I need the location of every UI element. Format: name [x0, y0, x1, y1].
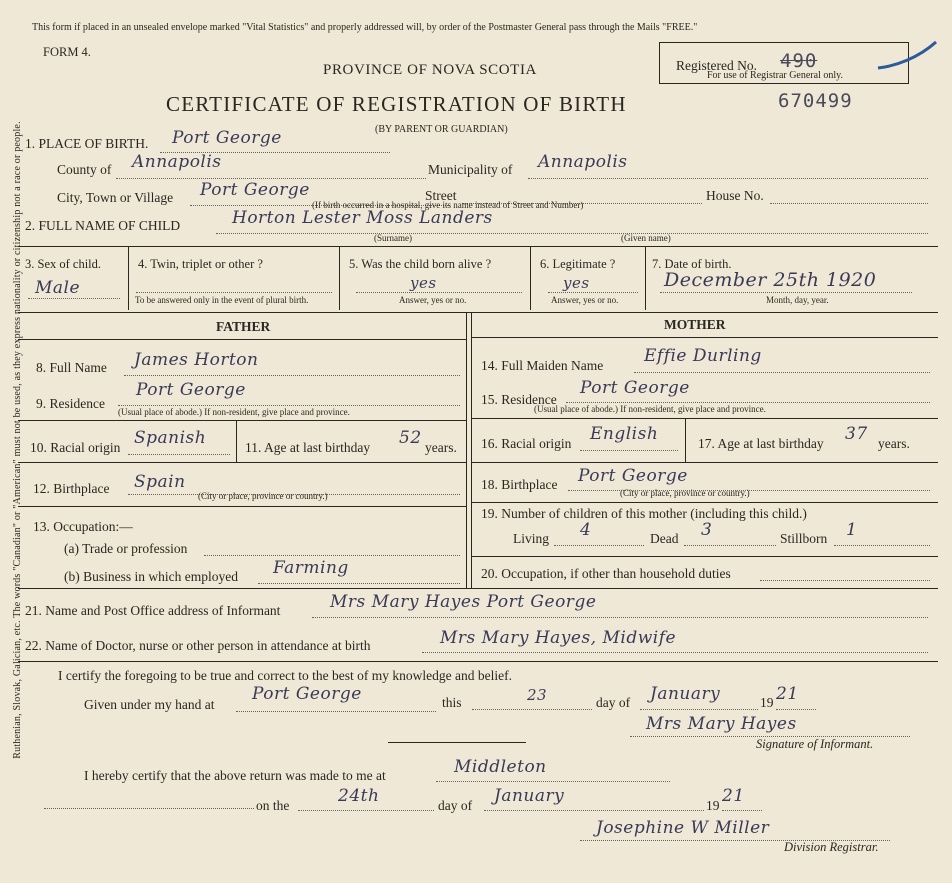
given-year-prefix: 19 — [760, 695, 774, 710]
legitimate-note: Answer, yes or no. — [551, 295, 619, 305]
child-name-value: Horton Lester Moss Landers — [232, 208, 493, 228]
father-birthplace-value: Spain — [134, 472, 186, 492]
dob-value: December 25th 1920 — [664, 269, 877, 291]
registered-number: 490 — [780, 50, 818, 72]
mother-birthplace-note: (City or place, province or country.) — [620, 488, 750, 498]
father-residence-label: 9. Residence — [36, 396, 105, 411]
registrar-year-value: 21 — [722, 786, 745, 806]
living-value: 4 — [580, 520, 592, 540]
father-occupation-label: 13. Occupation:— — [33, 519, 133, 534]
mother-racial-label: 16. Racial origin — [481, 436, 572, 451]
county-label: County of — [57, 162, 112, 177]
surname-note: (Surname) — [374, 233, 412, 243]
side-margin-note: Ruthenian, Slovak, Galician, etc. The words "Canadian" or "American" must not be used, as they express nationality or citizenship not a race or people. — [12, 121, 23, 759]
father-birthplace-note: (City or place, province or country.) — [198, 491, 328, 501]
mother-age-value: 37 — [845, 424, 868, 444]
registrar-day-of-label: day of — [438, 798, 473, 813]
father-name-value: James Horton — [134, 350, 259, 370]
father-birthplace-label: 12. Birthplace — [33, 481, 110, 496]
father-racial-value: Spanish — [134, 428, 207, 448]
mother-heading: MOTHER — [664, 317, 726, 332]
mother-occupation-label: 20. Occupation, if other than household duties — [481, 566, 731, 581]
legitimate-label: 6. Legitimate ? — [540, 257, 616, 271]
mother-racial-value: English — [590, 424, 659, 444]
municipality-label: Municipality of — [428, 162, 513, 177]
mail-note: This form if placed in an unsealed envelope marked "Vital Statistics" and properly addressed will, by order of the Postmaster General pass through the Mails "FREE." — [32, 22, 698, 33]
city-value: Port George — [200, 180, 310, 200]
given-day-value: 23 — [527, 686, 548, 704]
city-label: City, Town or Village — [57, 190, 174, 205]
dead-value: 3 — [701, 520, 713, 540]
mother-years-label: years. — [878, 436, 910, 451]
twin-label: 4. Twin, triplet or other ? — [138, 257, 263, 271]
registrar-month-value: January — [494, 786, 565, 806]
living-label: Living — [513, 531, 549, 546]
given-day-of-label: day of — [596, 695, 631, 710]
sex-label: 3. Sex of child. — [25, 257, 102, 271]
place-of-birth-value: Port George — [172, 128, 282, 148]
hospital-note: (If birth occurred in a hospital, give its name instead of Street and Number) — [312, 200, 584, 210]
father-name-label: 8. Full Name — [36, 360, 107, 375]
form-number: FORM 4. — [43, 45, 91, 59]
registrar-statement: I hereby certify that the above return was made to me at — [84, 768, 386, 783]
given-year-value: 21 — [776, 684, 799, 704]
given-under-label: Given under my hand at — [84, 697, 215, 712]
registrar-place-value: Middleton — [454, 757, 547, 777]
dead-label: Dead — [650, 531, 679, 546]
place-of-birth-label: 1. PLACE OF BIRTH. — [25, 136, 149, 151]
father-age-label: 11. Age at last birthday — [245, 440, 371, 455]
mother-birthplace-label: 18. Birthplace — [481, 477, 558, 492]
given-month-value: January — [650, 684, 721, 704]
stillborn-value: 1 — [846, 520, 858, 540]
this-label: this — [442, 695, 462, 710]
check-mark-icon — [876, 40, 940, 74]
mother-abode-note: (Usual place of abode.) If non-resident, give place and province. — [534, 404, 766, 414]
father-business-label: (b) Business in which employed — [64, 569, 238, 584]
informant-value: Mrs Mary Hayes Port George — [330, 592, 597, 612]
registrar-note: For use of Registrar General only. — [707, 70, 843, 81]
informant-signature-label: Signature of Informant. — [756, 737, 874, 751]
registrar-on-label: on the — [256, 798, 290, 813]
mother-age-label: 17. Age at last birthday — [698, 436, 824, 451]
father-business-value: Farming — [273, 558, 349, 578]
alive-value: yes — [410, 274, 437, 292]
doctor-value: Mrs Mary Hayes, Midwife — [440, 628, 677, 648]
registrar-title: Division Registrar. — [784, 840, 879, 854]
municipality-value: Annapolis — [538, 152, 628, 172]
registrar-year-prefix: 19 — [706, 798, 720, 813]
stillborn-label: Stillborn — [780, 531, 828, 546]
mother-residence-label: 15. Residence — [481, 392, 557, 407]
mother-children-label: 19. Number of children of this mother (including this child.) — [481, 506, 807, 521]
mother-name-label: 14. Full Maiden Name — [481, 358, 604, 373]
dob-label: 7. Date of birth. — [652, 257, 732, 271]
registrar-day-value: 24th — [338, 786, 380, 806]
father-heading: FATHER — [216, 319, 271, 334]
page-title: CERTIFICATE OF REGISTRATION OF BIRTH — [166, 92, 627, 116]
father-residence-value: Port George — [136, 380, 246, 400]
father-trade-label: (a) Trade or profession — [64, 541, 188, 556]
child-name-label: 2. FULL NAME OF CHILD — [25, 218, 181, 233]
mother-birthplace-value: Port George — [578, 466, 688, 486]
given-name-note: (Given name) — [621, 233, 671, 243]
sex-value: Male — [35, 278, 81, 298]
mother-name-value: Effie Durling — [644, 346, 762, 366]
informant-signature: Mrs Mary Hayes — [646, 714, 797, 734]
page-subtitle: (BY PARENT OR GUARDIAN) — [375, 124, 508, 135]
mother-residence-value: Port George — [580, 378, 690, 398]
dob-note: Month, day, year. — [766, 295, 829, 305]
certificate-number: 670499 — [778, 90, 853, 112]
registered-label: Registered No. — [676, 58, 757, 73]
alive-label: 5. Was the child born alive ? — [349, 257, 492, 271]
legitimate-value: yes — [563, 274, 590, 292]
informant-label: 21. Name and Post Office address of Informant — [25, 603, 281, 618]
father-racial-label: 10. Racial origin — [30, 440, 121, 455]
certify-statement: I certify the foregoing to be true and correct to the best of my knowledge and belief. — [58, 668, 512, 683]
alive-note: Answer, yes or no. — [399, 295, 467, 305]
province-title: PROVINCE OF NOVA SCOTIA — [323, 62, 537, 78]
father-abode-note: (Usual place of abode.) If non-resident, give place and province. — [118, 407, 350, 417]
registrar-signature: Josephine W Miller — [596, 818, 770, 838]
father-age-value: 52 — [399, 428, 422, 448]
street-label: Street — [425, 188, 457, 203]
twin-note: To be answered only in the event of plural birth. — [135, 295, 309, 305]
father-years-label: years. — [425, 440, 457, 455]
county-value: Annapolis — [132, 152, 222, 172]
given-place-value: Port George — [252, 684, 362, 704]
house-number-label: House No. — [706, 188, 764, 203]
doctor-label: 22. Name of Doctor, nurse or other person in attendance at birth — [25, 638, 371, 653]
